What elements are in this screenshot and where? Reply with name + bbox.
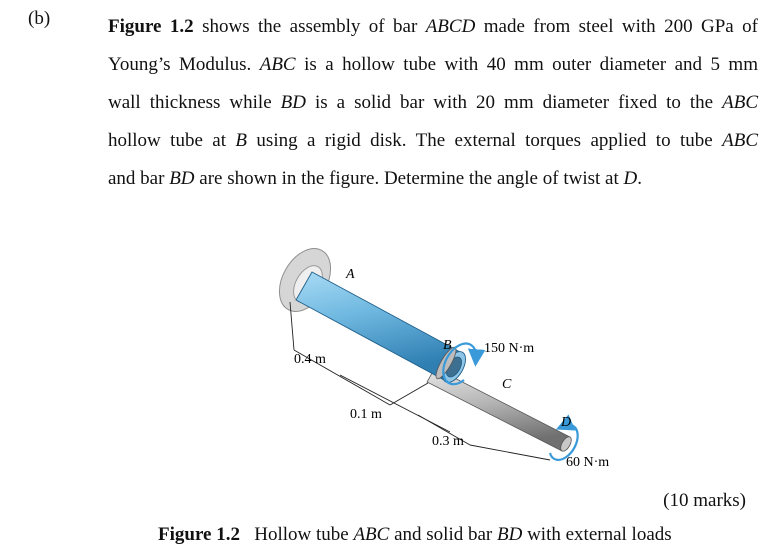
question-line-3: wall thickness while BD is a solid bar with 20 mm diameter fixed to the ABC <box>108 92 758 113</box>
label-b: B <box>443 338 452 353</box>
label-a: A <box>346 267 355 282</box>
question-text <box>108 8 758 198</box>
question-line-2: Young’s Modulus. ABC is a hollow tube with 40 mm outer diameter and 5 mm <box>108 54 758 75</box>
figure-reference: Figure 1.2 <box>108 16 194 37</box>
label-c: C <box>502 377 512 392</box>
assembly-figure <box>250 240 630 480</box>
label-d: D <box>561 415 572 430</box>
length-label-0-4: 0.4 m <box>294 352 326 367</box>
length-label-0-3: 0.3 m <box>432 434 464 449</box>
question-line-4: hollow tube at B using a rigid disk. The external torques applied to tube ABC <box>108 130 758 151</box>
torque-label-60: 60 N·m <box>566 455 610 470</box>
question-line-5: and bar BD are shown in the figure. Determine the angle of twist at D. <box>108 168 642 189</box>
length-label-0-1: 0.1 m <box>350 407 382 422</box>
torque-label-150: 150 N·m <box>484 341 535 356</box>
marks-allocation: (10 marks) <box>663 490 746 511</box>
question-line-1: Figure 1.2 shows the assembly of bar ABCD made from steel with 200 GPa of <box>108 16 758 37</box>
part-label: (b) <box>28 8 51 29</box>
figure-caption: Figure 1.2 Hollow tube ABC and solid bar BD with external loads <box>158 524 672 545</box>
